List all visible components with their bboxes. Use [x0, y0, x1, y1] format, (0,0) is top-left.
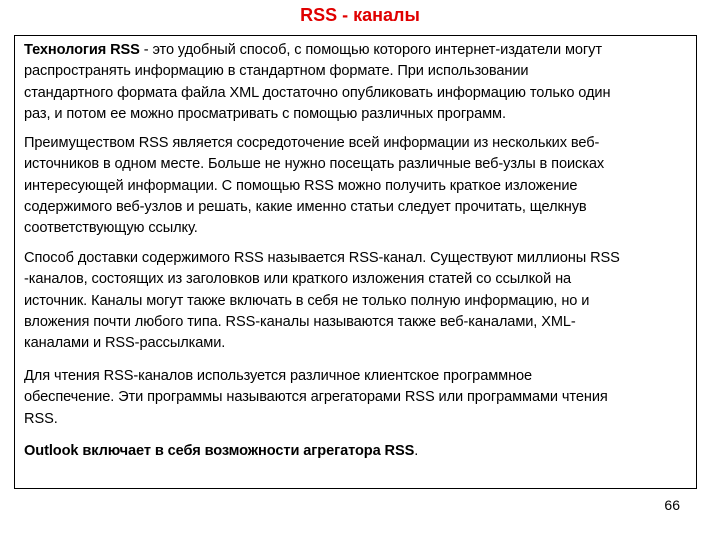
line-text: .: [414, 443, 419, 459]
text-line: раз, и потом ее можно просматривать с помощью различных программ.: [24, 105, 506, 122]
paragraph-rss-advantage: [24, 133, 696, 239]
paragraph-rss-technology: [24, 40, 696, 125]
slide-title: RSS - каналы: [300, 5, 420, 25]
text-line: каналами и RSS-рассылками.: [24, 335, 226, 352]
bold-term: Технология RSS: [24, 42, 140, 58]
paragraph-rss-readers: [24, 366, 696, 430]
page-number: 66: [664, 497, 680, 513]
text-line: Для чтения RSS-каналов используется различное клиентское программное: [24, 368, 533, 384]
text-line: [24, 40, 696, 61]
text-line: RSS.: [24, 410, 58, 427]
paragraph-rss-channel: [24, 248, 696, 354]
text-line: источников в одном месте. Больше не нужно посещать различные веб-узлы в поисках: [24, 156, 605, 173]
text-line: содержимого веб-узлов и решать, какие именно статьи следует прочитать, щелкнув: [24, 198, 587, 215]
paragraph-outlook: [24, 441, 696, 462]
text-line: распространять информацию в стандартном формате. При использовании: [24, 63, 529, 80]
text-line: Способ доставки содержимого RSS называется RSS-канал. Существуют миллионы RSS: [24, 250, 620, 266]
text-line: стандартного формата файла XML достаточно опубликовать информацию только один: [24, 84, 611, 101]
content-box: [14, 35, 697, 489]
text-line: Преимуществом RSS является сосредоточение всей информации из нескольких веб-: [24, 135, 600, 151]
line-text: - это удобный способ, с помощью которого интернет-издатели могут: [139, 42, 602, 58]
text-line: интересующей информации. С помощью RSS можно получить краткое изложение: [24, 177, 578, 194]
text-line: -каналов, состоящих из заголовков или краткого изложения статей со ссылкой на: [24, 271, 572, 288]
text-line: соответствующую ссылку.: [24, 220, 198, 237]
text-line: обеспечение. Эти программы называются агрегаторами RSS или программами чтения: [24, 389, 608, 406]
text-line: [24, 441, 696, 462]
bold-term: Outlook включает в себя возможности агрегатора RSS: [24, 443, 415, 459]
text-line: вложения почти любого типа. RSS-каналы называются также веб-каналами, XML-: [24, 313, 576, 330]
text-line: источник. Каналы могут также включать в себя не только полную информацию, но и: [24, 292, 590, 309]
